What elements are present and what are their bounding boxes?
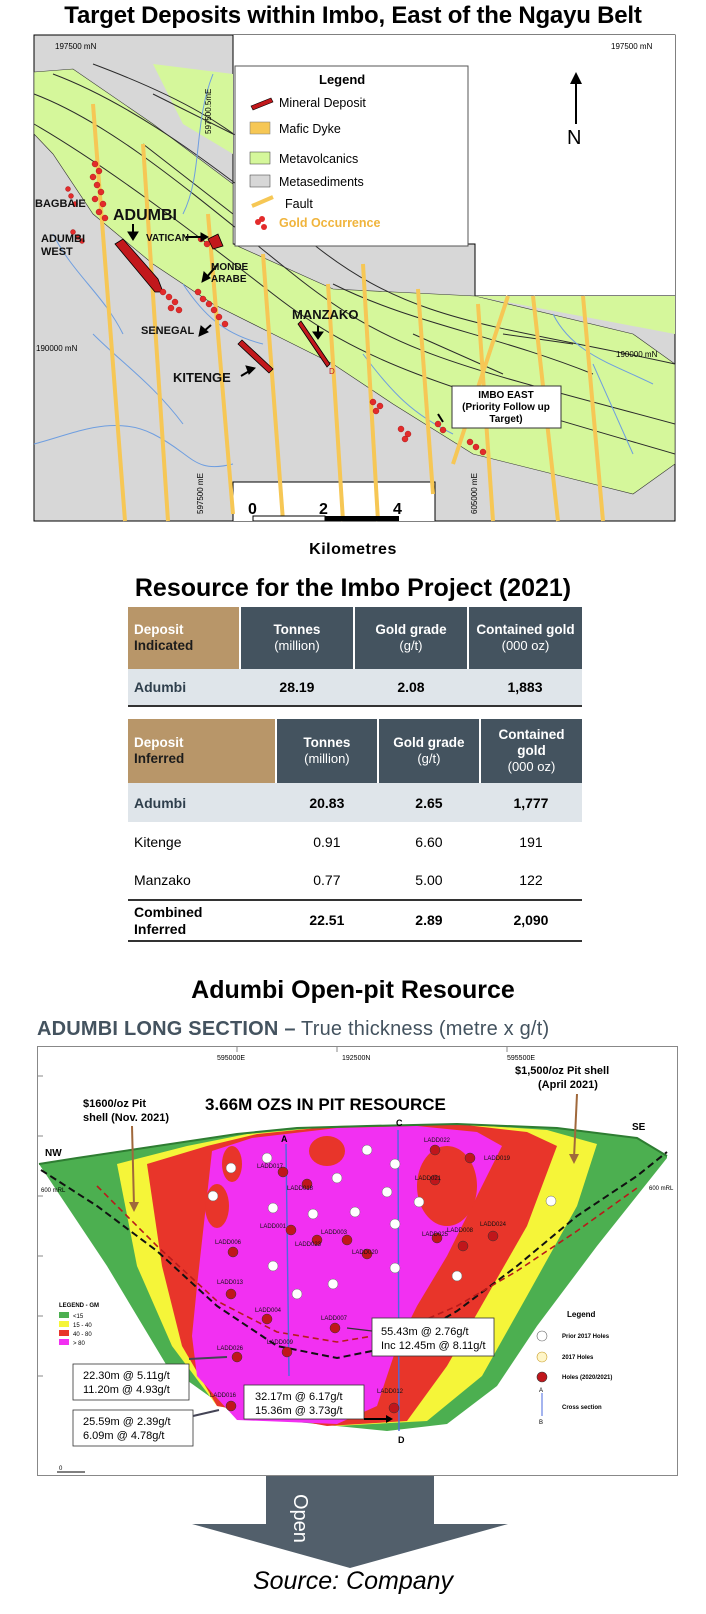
svg-text:LADD024: LADD024 (480, 1222, 507, 1228)
svg-text:LADD018: LADD018 (287, 1186, 314, 1192)
svg-text:LADD022: LADD022 (424, 1138, 451, 1144)
label-adumbi: ADUMBI (113, 207, 177, 224)
long-section-heading: ADUMBI LONG SECTION – True thickness (metre x g/t) (37, 1018, 550, 1040)
svg-text:LADD009: LADD009 (267, 1340, 294, 1346)
label-adumbi-west-2: WEST (41, 246, 73, 258)
long-section-diagram (37, 1046, 678, 1476)
header-gold: Contained gold (000 oz) (468, 607, 582, 669)
svg-text:SE: SE (632, 1122, 646, 1133)
svg-text:LEGEND - GM: LEGEND - GM (59, 1303, 99, 1309)
svg-text:A: A (281, 1134, 288, 1144)
svg-text:N: N (567, 127, 582, 149)
map-legend (235, 66, 468, 246)
svg-text:$1600/oz Pit: $1600/oz Pit (83, 1098, 146, 1110)
header-deposit: Deposit Inferred (128, 719, 276, 783)
svg-text:600 mRL: 600 mRL (649, 1186, 674, 1192)
svg-text:LADD026: LADD026 (217, 1346, 244, 1352)
svg-text:LADD013: LADD013 (217, 1280, 244, 1286)
label-vatican: VATICAN (146, 233, 189, 244)
svg-text:D: D (398, 1435, 405, 1445)
svg-text:IMBO EAST: IMBO EAST (478, 390, 534, 401)
indicated-resource-table (128, 607, 582, 707)
openpit-title: Adumbi Open-pit Resource (191, 976, 515, 1004)
label-senegal: SENEGAL (141, 325, 195, 337)
svg-text:Prior 2017 Holes: Prior 2017 Holes (562, 1334, 610, 1340)
svg-text:A: A (539, 1388, 544, 1394)
table-row: Adumbi 28.19 2.08 1,883 (128, 669, 582, 706)
table-row-combined: Combined Inferred 22.51 2.89 2,090 (128, 900, 582, 941)
svg-text:LADD012: LADD012 (377, 1389, 404, 1395)
header-tonnes: Tonnes (million) (240, 607, 354, 669)
svg-text:Legend: Legend (319, 72, 366, 87)
svg-text:(Priority Follow up: (Priority Follow up (462, 402, 550, 413)
svg-text:40 - 80: 40 - 80 (73, 1332, 92, 1338)
svg-text:C: C (396, 1118, 403, 1128)
inferred-resource-table (128, 719, 582, 942)
svg-text:$1,500/oz Pit shell: $1,500/oz Pit shell (515, 1065, 610, 1077)
svg-text:LADD007: LADD007 (321, 1316, 348, 1322)
pit-resource-headline: 3.66M OZS IN PIT RESOURCE (205, 1095, 446, 1114)
resource-title: Resource for the Imbo Project (2021) (134, 574, 572, 602)
svg-text:15.36m @ 3.73g/t: 15.36m @ 3.73g/t (255, 1405, 343, 1417)
geology-map (33, 34, 676, 537)
source-caption: Source: Company (252, 1567, 454, 1595)
svg-text:Legend: Legend (567, 1310, 596, 1319)
svg-text:LADD020: LADD020 (352, 1250, 379, 1256)
table-row: Adumbi 20.83 2.65 1,777 (128, 783, 582, 822)
svg-text:> 80: > 80 (73, 1341, 85, 1347)
coord-v3: 605000 mE (470, 473, 479, 514)
svg-text:Gold Occurrence: Gold Occurrence (279, 216, 381, 230)
svg-text:Target): Target) (489, 414, 523, 425)
svg-text:NW: NW (45, 1148, 62, 1159)
svg-text:22.30m @ 5.11g/t: 22.30m @ 5.11g/t (83, 1370, 170, 1382)
svg-text:LADD008: LADD008 (447, 1228, 474, 1234)
svg-text:192500N: 192500N (342, 1055, 371, 1062)
svg-text:595000E: 595000E (217, 1055, 246, 1062)
header-gold: Contained gold (000 oz) (480, 719, 582, 783)
svg-text:0: 0 (59, 1466, 63, 1472)
svg-text:LADD025: LADD025 (422, 1232, 449, 1238)
svg-text:25.59m @ 2.39g/t: 25.59m @ 2.39g/t (83, 1416, 171, 1428)
label-adumbi-west: ADUMBI (41, 233, 85, 245)
header-tonnes: Tonnes (million) (276, 719, 378, 783)
svg-text:LADD004: LADD004 (255, 1308, 282, 1314)
svg-text:Mineral Deposit: Mineral Deposit (279, 96, 366, 110)
svg-text:11.20m @ 4.93g/t: 11.20m @ 4.93g/t (83, 1384, 170, 1396)
svg-text:Metavolcanics: Metavolcanics (279, 152, 359, 166)
table-row: Kitenge 0.91 6.60 191 (134, 833, 543, 850)
header-grade: Gold grade (g/t) (378, 719, 480, 783)
svg-text:LADD023: LADD023 (295, 1242, 322, 1248)
svg-text:6.09m @ 4.78g/t: 6.09m @ 4.78g/t (83, 1430, 165, 1442)
svg-text:Metasediments: Metasediments (279, 175, 364, 189)
svg-text:B: B (539, 1420, 544, 1426)
header-deposit: Deposit Indicated (128, 607, 240, 669)
open-label: Open (289, 1494, 311, 1543)
coord-mid-right: 190000 mN (616, 350, 658, 359)
svg-text:LADD006: LADD006 (215, 1240, 242, 1246)
svg-text:55.43m @ 2.76g/t: 55.43m @ 2.76g/t (381, 1326, 469, 1338)
coord-v2: 597500 mE (196, 473, 205, 514)
svg-text:0: 0 (248, 501, 257, 518)
svg-text:600 mRL: 600 mRL (41, 1188, 66, 1194)
svg-text:LADD003: LADD003 (321, 1230, 348, 1236)
label-monde-2: ARABE (211, 274, 247, 285)
label-kitenge: KITENGE (173, 370, 231, 385)
label-bagbaie: BAGBAIE (35, 198, 86, 210)
coord-top-left: 197500 mN (55, 42, 97, 51)
svg-text:Cross section: Cross section (562, 1405, 602, 1411)
label-d: D (329, 367, 335, 376)
open-arrow (190, 1476, 510, 1568)
svg-text:32.17m @ 6.17g/t: 32.17m @ 6.17g/t (255, 1391, 343, 1403)
coord-mid-left: 190000 mN (36, 344, 78, 353)
svg-text:Holes (2020/2021): Holes (2020/2021) (562, 1375, 613, 1381)
header-grade: Gold grade (g/t) (354, 607, 468, 669)
coord-v1: 597500.5mE (204, 88, 213, 134)
coord-top-right: 197500 mN (611, 42, 653, 51)
svg-text:4: 4 (393, 501, 402, 518)
svg-text:shell (Nov. 2021): shell (Nov. 2021) (83, 1112, 169, 1124)
imbo-east-box (452, 386, 561, 428)
svg-text:LADD016: LADD016 (210, 1393, 237, 1399)
svg-text:Mafic Dyke: Mafic Dyke (279, 122, 341, 136)
svg-text:LADD017: LADD017 (257, 1164, 284, 1170)
svg-text:LADD021: LADD021 (415, 1176, 442, 1182)
svg-text:595500E: 595500E (507, 1055, 536, 1062)
svg-text:LADD019: LADD019 (484, 1156, 511, 1162)
svg-text:(April 2021): (April 2021) (538, 1079, 598, 1091)
scale-unit-label: Kilometres (309, 541, 397, 558)
table-row: Manzako 0.77 5.00 122 (134, 872, 543, 888)
map-title: Target Deposits within Imbo, East of the Ngayu Belt (64, 2, 642, 29)
label-monde: MONDE (211, 262, 249, 273)
label-manzako: MANZAKO (292, 307, 359, 322)
svg-text:2: 2 (319, 501, 328, 518)
svg-text:<15: <15 (73, 1314, 84, 1320)
svg-text:LADD001: LADD001 (260, 1224, 287, 1230)
svg-text:Fault: Fault (285, 197, 313, 211)
svg-text:15 - 40: 15 - 40 (73, 1323, 92, 1329)
svg-text:Inc 12.45m @ 8.11g/t: Inc 12.45m @ 8.11g/t (381, 1340, 486, 1352)
svg-text:2017 Holes: 2017 Holes (562, 1355, 594, 1361)
